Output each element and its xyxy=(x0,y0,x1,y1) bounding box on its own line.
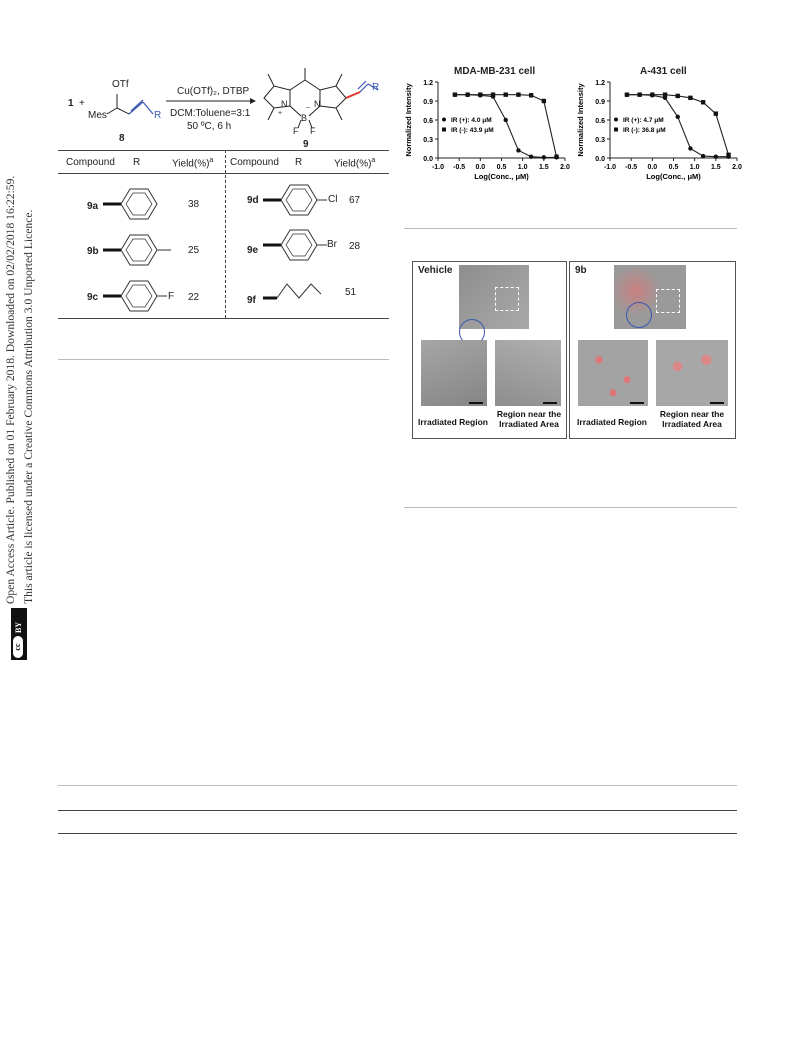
product-9-label: 9 xyxy=(303,139,309,150)
conditions-temp-time: 50 ºC, 6 h xyxy=(187,121,232,132)
y-tick-label: 0.0 xyxy=(595,156,605,163)
data-point-circle xyxy=(504,118,508,122)
data-point-square xyxy=(714,111,718,115)
x-tick-label: 2.0 xyxy=(732,164,742,171)
charge-minus: − xyxy=(306,105,311,112)
phenyl-structure xyxy=(103,186,159,222)
x-tick-label: -0.5 xyxy=(625,164,638,171)
vehicle-near-image xyxy=(495,340,561,406)
x-tick-label: 1.5 xyxy=(710,164,721,171)
x-tick-label: 1.5 xyxy=(538,164,549,171)
x-axis-label: Log(Conc., μM) xyxy=(474,172,529,181)
chloro-label: Cl xyxy=(328,194,338,205)
vehicle-irradiated-image xyxy=(421,340,487,406)
licence-line[interactable]: This article is licensed under a Creative Commons Attribution 3.0 Unported Licence. xyxy=(22,209,35,604)
y-tick-label: 0.6 xyxy=(595,118,605,125)
fluorophenyl-structure xyxy=(103,278,173,314)
x-tick-label: -1.0 xyxy=(603,164,617,171)
y-axis-label: Normalized Intensity xyxy=(404,83,413,157)
data-point-square xyxy=(504,92,508,96)
tolyl-structure xyxy=(103,232,173,268)
footer-rule-1 xyxy=(58,785,737,786)
butyl-chain-structure xyxy=(263,280,333,310)
y-tick-label: 0.9 xyxy=(595,99,605,106)
right-column-rule-1 xyxy=(404,228,737,229)
data-point-square xyxy=(688,96,692,100)
x-tick-label: 0.0 xyxy=(475,164,486,171)
data-point-square xyxy=(726,153,730,157)
data-point-square xyxy=(663,92,667,96)
table-row-compound: 9c xyxy=(87,292,99,303)
header-r-left: R xyxy=(133,157,141,168)
legend-marker-square xyxy=(442,128,446,132)
table-row-yield: 51 xyxy=(345,287,357,298)
data-point-square xyxy=(516,92,520,96)
table-row-compound: 9f xyxy=(247,295,256,306)
vehicle-title: Vehicle xyxy=(418,265,453,276)
bromo-label: Br xyxy=(327,239,337,250)
y-tick-label: 0.0 xyxy=(423,156,433,163)
data-point-square xyxy=(637,92,641,96)
data-point-square xyxy=(465,92,469,96)
y-tick-label: 0.9 xyxy=(423,99,433,106)
data-point-square xyxy=(542,99,546,103)
9b-near-image xyxy=(656,340,728,406)
table-row-compound: 9d xyxy=(247,195,259,206)
legend-label: IR (-): 36.8 μM xyxy=(623,127,666,134)
header-compound-left: Compound xyxy=(66,157,115,168)
data-point-circle xyxy=(714,155,718,159)
data-point-square xyxy=(650,92,654,96)
reactant-1-label: 1 xyxy=(68,98,74,109)
9b-irradiated-circle xyxy=(626,302,652,328)
atom-f-left: F xyxy=(293,126,299,136)
table-divider xyxy=(225,150,226,318)
9b-irradiated-image xyxy=(578,340,648,406)
y-tick-label: 0.6 xyxy=(423,118,433,125)
right-column-rule-2 xyxy=(404,507,737,508)
x-tick-label: -0.5 xyxy=(453,164,466,171)
x-tick-label: 2.0 xyxy=(560,164,570,171)
data-point-circle xyxy=(542,155,546,159)
table-bottom-rule xyxy=(58,318,389,319)
x-tick-label: 0.0 xyxy=(647,164,658,171)
open-access-line[interactable]: Open Access Article. Published on 01 February 2018. Downloaded on 02/02/2018 16:22:59. xyxy=(4,175,17,604)
header-r-right: R xyxy=(295,157,303,168)
data-point-circle xyxy=(516,148,520,152)
y-tick-label: 1.2 xyxy=(595,80,605,87)
data-point-square xyxy=(554,155,558,159)
data-point-square xyxy=(625,92,629,96)
vehicle-caption-irradiated: Irradiated Region xyxy=(418,417,488,427)
data-point-square xyxy=(478,92,482,96)
chart-2-title: A-431 cell xyxy=(640,66,687,77)
9b-panel xyxy=(569,261,736,439)
data-point-square xyxy=(529,93,533,97)
chart-1-title: MDA-MB-231 cell xyxy=(454,66,536,77)
product-r-label: R xyxy=(372,82,380,93)
reactant-r-label: R xyxy=(154,110,162,121)
series-line-2 xyxy=(455,95,557,157)
legend-label: IR (+): 4.0 μM xyxy=(451,117,492,124)
table-row-compound: 9a xyxy=(87,201,99,212)
atom-n-left: N xyxy=(281,99,288,109)
legend-marker-square xyxy=(614,128,618,132)
vehicle-panel xyxy=(412,261,567,439)
header-yield-left: Yield(%)$^a$ xyxy=(172,157,214,170)
y-tick-label: 0.3 xyxy=(423,137,433,144)
plus-sign: + xyxy=(79,98,85,109)
by-icon: BY xyxy=(14,621,23,633)
9b-caption-near: Region near the Irradiated Area xyxy=(659,409,725,429)
9b-scale-bar xyxy=(630,402,644,404)
y-tick-label: 1.2 xyxy=(423,80,433,87)
data-point-circle xyxy=(701,154,705,158)
cc-by-badge[interactable] xyxy=(11,608,27,660)
charge-plus: + xyxy=(278,110,283,117)
vehicle-scale-bar xyxy=(543,402,557,404)
legend-marker-circle xyxy=(442,118,446,122)
data-point-square xyxy=(701,100,705,104)
otf-label: OTf xyxy=(112,79,129,90)
series-line-1 xyxy=(627,95,729,157)
reaction-arrow xyxy=(166,96,256,106)
y-tick-label: 0.3 xyxy=(595,137,605,144)
data-point-circle xyxy=(529,155,533,159)
series-line-2 xyxy=(627,95,729,155)
9b-near-box xyxy=(656,289,680,313)
vehicle-caption-near: Region near the Irradiated Area xyxy=(496,409,562,429)
left-column-rule xyxy=(58,359,389,360)
data-point-circle xyxy=(676,115,680,119)
x-tick-label: 0.5 xyxy=(496,164,507,171)
table-top-rule xyxy=(58,150,389,151)
atom-n-right: N xyxy=(314,99,321,109)
table-row-yield: 67 xyxy=(349,195,361,206)
data-point-square xyxy=(676,94,680,98)
footer-rule-2 xyxy=(58,810,737,811)
y-axis-label: Normalized Intensity xyxy=(576,83,585,157)
table-row-yield: 22 xyxy=(188,292,200,303)
table-row-yield: 38 xyxy=(188,199,200,210)
legend-label: IR (-): 43.9 μM xyxy=(451,127,494,134)
vehicle-near-box xyxy=(495,287,519,311)
conditions-solvent: DCM:Toluene=3:1 xyxy=(170,108,251,119)
mes-label: Mes xyxy=(88,110,107,121)
9b-caption-irradiated: Irradiated Region xyxy=(577,417,647,427)
header-compound-right: Compound xyxy=(230,157,279,168)
atom-f-right: F xyxy=(310,126,316,136)
table-row-yield: 28 xyxy=(349,241,361,252)
reactant-8-label: 8 xyxy=(119,133,125,144)
header-yield-right: Yield(%)$^a$ xyxy=(334,157,376,170)
table-row-yield: 25 xyxy=(188,245,200,256)
data-point-circle xyxy=(688,146,692,150)
chart-mda-mb-231 xyxy=(400,76,575,188)
fluoro-label: F xyxy=(168,291,175,302)
legend-marker-circle xyxy=(614,118,618,122)
table-header-rule xyxy=(58,173,389,174)
license-sidebar xyxy=(2,20,42,660)
conditions-reagents: Cu(OTf)₂, DTBP xyxy=(177,86,250,97)
table-row-compound: 9b xyxy=(87,246,99,257)
data-point-square xyxy=(453,92,457,96)
cc-icon: cc xyxy=(13,636,23,658)
chart-a-431 xyxy=(572,76,747,188)
vehicle-scale-bar xyxy=(469,402,483,404)
x-axis-label: Log(Conc., μM) xyxy=(646,172,701,181)
x-tick-label: 1.0 xyxy=(517,164,528,171)
footer-rule-3 xyxy=(58,833,737,834)
x-tick-label: -1.0 xyxy=(431,164,445,171)
data-point-square xyxy=(491,92,495,96)
bodipy-product-structure xyxy=(256,62,386,148)
x-tick-label: 0.5 xyxy=(668,164,679,171)
atom-b: B xyxy=(301,113,308,123)
9b-scale-bar xyxy=(710,402,724,404)
9b-title: 9b xyxy=(575,265,587,276)
legend-label: IR (+): 4.7 μM xyxy=(623,117,664,124)
x-tick-label: 1.0 xyxy=(689,164,700,171)
table-row-compound: 9e xyxy=(247,245,259,256)
